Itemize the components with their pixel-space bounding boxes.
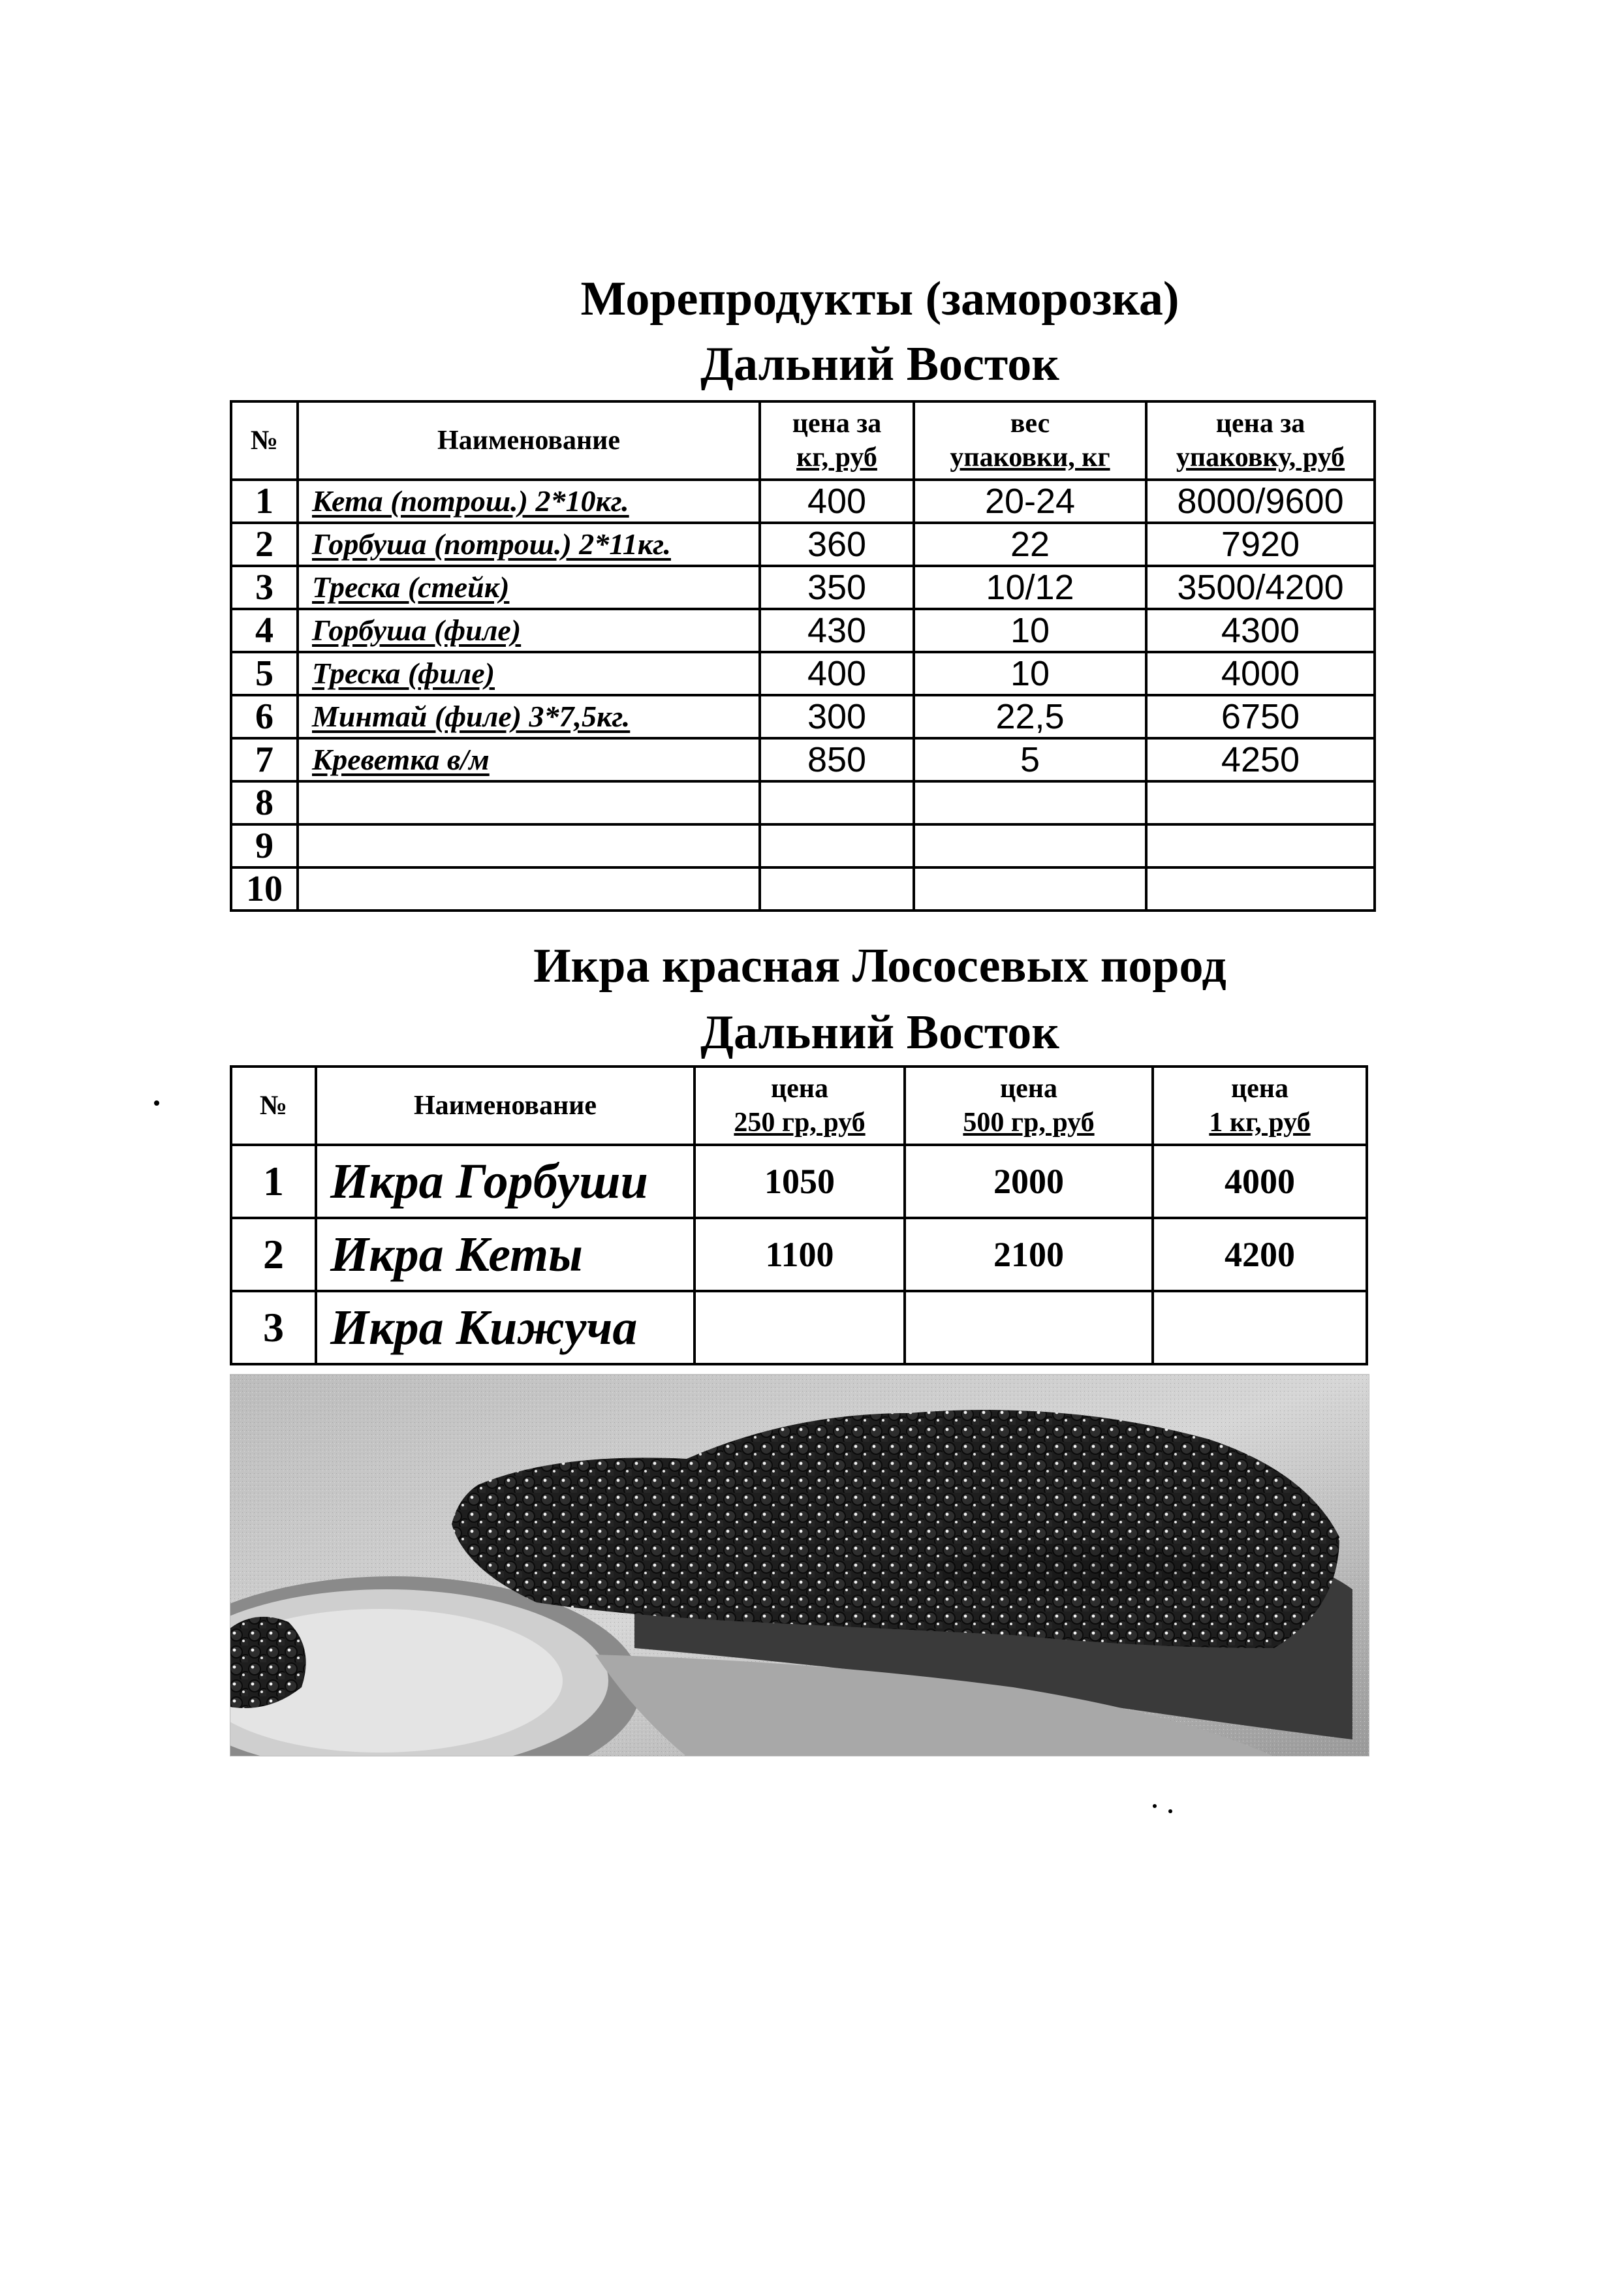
- row-price-pack: 3500/4200: [1146, 566, 1375, 609]
- row-price-pack: 7920: [1146, 523, 1375, 566]
- row-price-pack: [1146, 867, 1375, 911]
- header-price-500g-line1: цена: [999, 1074, 1058, 1104]
- table-row: [231, 738, 1375, 781]
- row-price-pack: 8000/9600: [1146, 480, 1375, 523]
- header-price-pack-line1: цена за: [1215, 409, 1305, 439]
- row-price-kg: 430: [760, 609, 914, 652]
- row-weight: 20-24: [914, 480, 1146, 523]
- caviar-price-table: [230, 1065, 1368, 1365]
- header-price-kg-line2: кг, руб: [796, 443, 877, 473]
- seafood-price-table: [230, 400, 1376, 912]
- row-num: 1: [231, 480, 298, 523]
- header-weight-line2: упаковки, кг: [950, 443, 1110, 473]
- row-price-kg: 360: [760, 523, 914, 566]
- caviar-photo: [230, 1374, 1369, 1756]
- table-row: [231, 695, 1375, 738]
- row-name: Треска (стейк): [298, 566, 760, 609]
- row-weight: [914, 824, 1146, 867]
- row-price-kg: 300: [760, 695, 914, 738]
- row-num: 8: [231, 781, 298, 824]
- row-price-250g: 1100: [695, 1218, 905, 1291]
- header-price-pack: [1146, 401, 1375, 480]
- seafood-title: Морепродукты (заморозка): [580, 272, 1179, 326]
- table-header-row: [231, 401, 1375, 480]
- header-num: №: [231, 401, 298, 480]
- row-price-250g: 1050: [695, 1145, 905, 1218]
- seafood-subtitle: Дальний Восток: [700, 337, 1059, 391]
- scan-speck: [154, 1100, 159, 1106]
- row-price-250g: [695, 1291, 905, 1364]
- header-price-1kg: [1153, 1067, 1367, 1145]
- row-name: [298, 781, 760, 824]
- table-row: [231, 1145, 1367, 1218]
- caviar-subtitle: Дальний Восток: [700, 1006, 1059, 1059]
- row-price-1kg: 4000: [1153, 1145, 1367, 1218]
- row-name: Горбуша (потрош.) 2*11кг.: [298, 523, 760, 566]
- row-price-pack: 4000: [1146, 652, 1375, 695]
- table-row: [231, 867, 1375, 911]
- row-weight: 10: [914, 609, 1146, 652]
- header-price-500g-line2: 500 гр, руб: [963, 1108, 1095, 1138]
- row-weight: [914, 781, 1146, 824]
- scan-speck: [1153, 1804, 1157, 1808]
- row-weight: 22: [914, 523, 1146, 566]
- row-price-500g: [905, 1291, 1153, 1364]
- row-name: Икра Кеты: [316, 1218, 695, 1291]
- row-num: 1: [231, 1145, 316, 1218]
- row-weight: 10: [914, 652, 1146, 695]
- header-weight-line1: вес: [1010, 409, 1050, 439]
- header-price-250g: [695, 1067, 905, 1145]
- row-price-kg: 350: [760, 566, 914, 609]
- row-weight: 10/12: [914, 566, 1146, 609]
- header-price-pack-line2: упаковку, руб: [1176, 443, 1345, 473]
- table-row: [231, 1218, 1367, 1291]
- table-row: [231, 523, 1375, 566]
- header-name: Наименование: [316, 1067, 695, 1145]
- row-price-kg: [760, 824, 914, 867]
- table-row: [231, 480, 1375, 523]
- header-num: №: [231, 1067, 316, 1145]
- table-row: [231, 824, 1375, 867]
- table-row: [231, 1291, 1367, 1364]
- row-weight: 5: [914, 738, 1146, 781]
- row-price-1kg: [1153, 1291, 1367, 1364]
- row-name: [298, 867, 760, 911]
- row-num: 5: [231, 652, 298, 695]
- row-weight: 22,5: [914, 695, 1146, 738]
- row-name: Кета (потрош.) 2*10кг.: [298, 480, 760, 523]
- row-num: 3: [231, 566, 298, 609]
- row-price-pack: 4300: [1146, 609, 1375, 652]
- row-price-kg: 400: [760, 480, 914, 523]
- row-name: Горбуша (филе): [298, 609, 760, 652]
- caviar-title: Икра красная Лососевых пород: [533, 939, 1226, 993]
- row-num: 6: [231, 695, 298, 738]
- row-num: 9: [231, 824, 298, 867]
- row-price-pack: 4250: [1146, 738, 1375, 781]
- row-price-kg: 400: [760, 652, 914, 695]
- row-price-kg: 850: [760, 738, 914, 781]
- table-row: [231, 781, 1375, 824]
- row-price-1kg: 4200: [1153, 1218, 1367, 1291]
- table-header-row: [231, 1067, 1367, 1145]
- header-price-500g: [905, 1067, 1153, 1145]
- row-price-500g: 2100: [905, 1218, 1153, 1291]
- row-name: Креветка в/м: [298, 738, 760, 781]
- header-weight: [914, 401, 1146, 480]
- table-row: [231, 652, 1375, 695]
- row-name: Минтай (филе) 3*7,5кг.: [298, 695, 760, 738]
- row-weight: [914, 867, 1146, 911]
- table-row: [231, 566, 1375, 609]
- row-price-pack: [1146, 824, 1375, 867]
- row-name: Треска (филе): [298, 652, 760, 695]
- scan-speck: [1168, 1809, 1172, 1813]
- row-price-pack: 6750: [1146, 695, 1375, 738]
- row-price-kg: [760, 867, 914, 911]
- row-num: 2: [231, 1218, 316, 1291]
- header-name: Наименование: [298, 401, 760, 480]
- row-name: [298, 824, 760, 867]
- row-num: 3: [231, 1291, 316, 1364]
- row-price-500g: 2000: [905, 1145, 1153, 1218]
- header-price-kg-line1: цена за: [792, 409, 882, 439]
- header-price-250g-line2: 250 гр, руб: [734, 1108, 866, 1138]
- header-price-1kg-line2: 1 кг, руб: [1209, 1108, 1311, 1138]
- row-price-pack: [1146, 781, 1375, 824]
- header-price-1kg-line1: цена: [1230, 1074, 1289, 1104]
- row-price-kg: [760, 781, 914, 824]
- table-row: [231, 609, 1375, 652]
- row-num: 10: [231, 867, 298, 911]
- header-price-250g-line1: цена: [770, 1074, 829, 1104]
- row-num: 7: [231, 738, 298, 781]
- row-name: Икра Горбуши: [316, 1145, 695, 1218]
- row-num: 4: [231, 609, 298, 652]
- row-num: 2: [231, 523, 298, 566]
- header-price-kg: [760, 401, 914, 480]
- row-name: Икра Кижуча: [316, 1291, 695, 1364]
